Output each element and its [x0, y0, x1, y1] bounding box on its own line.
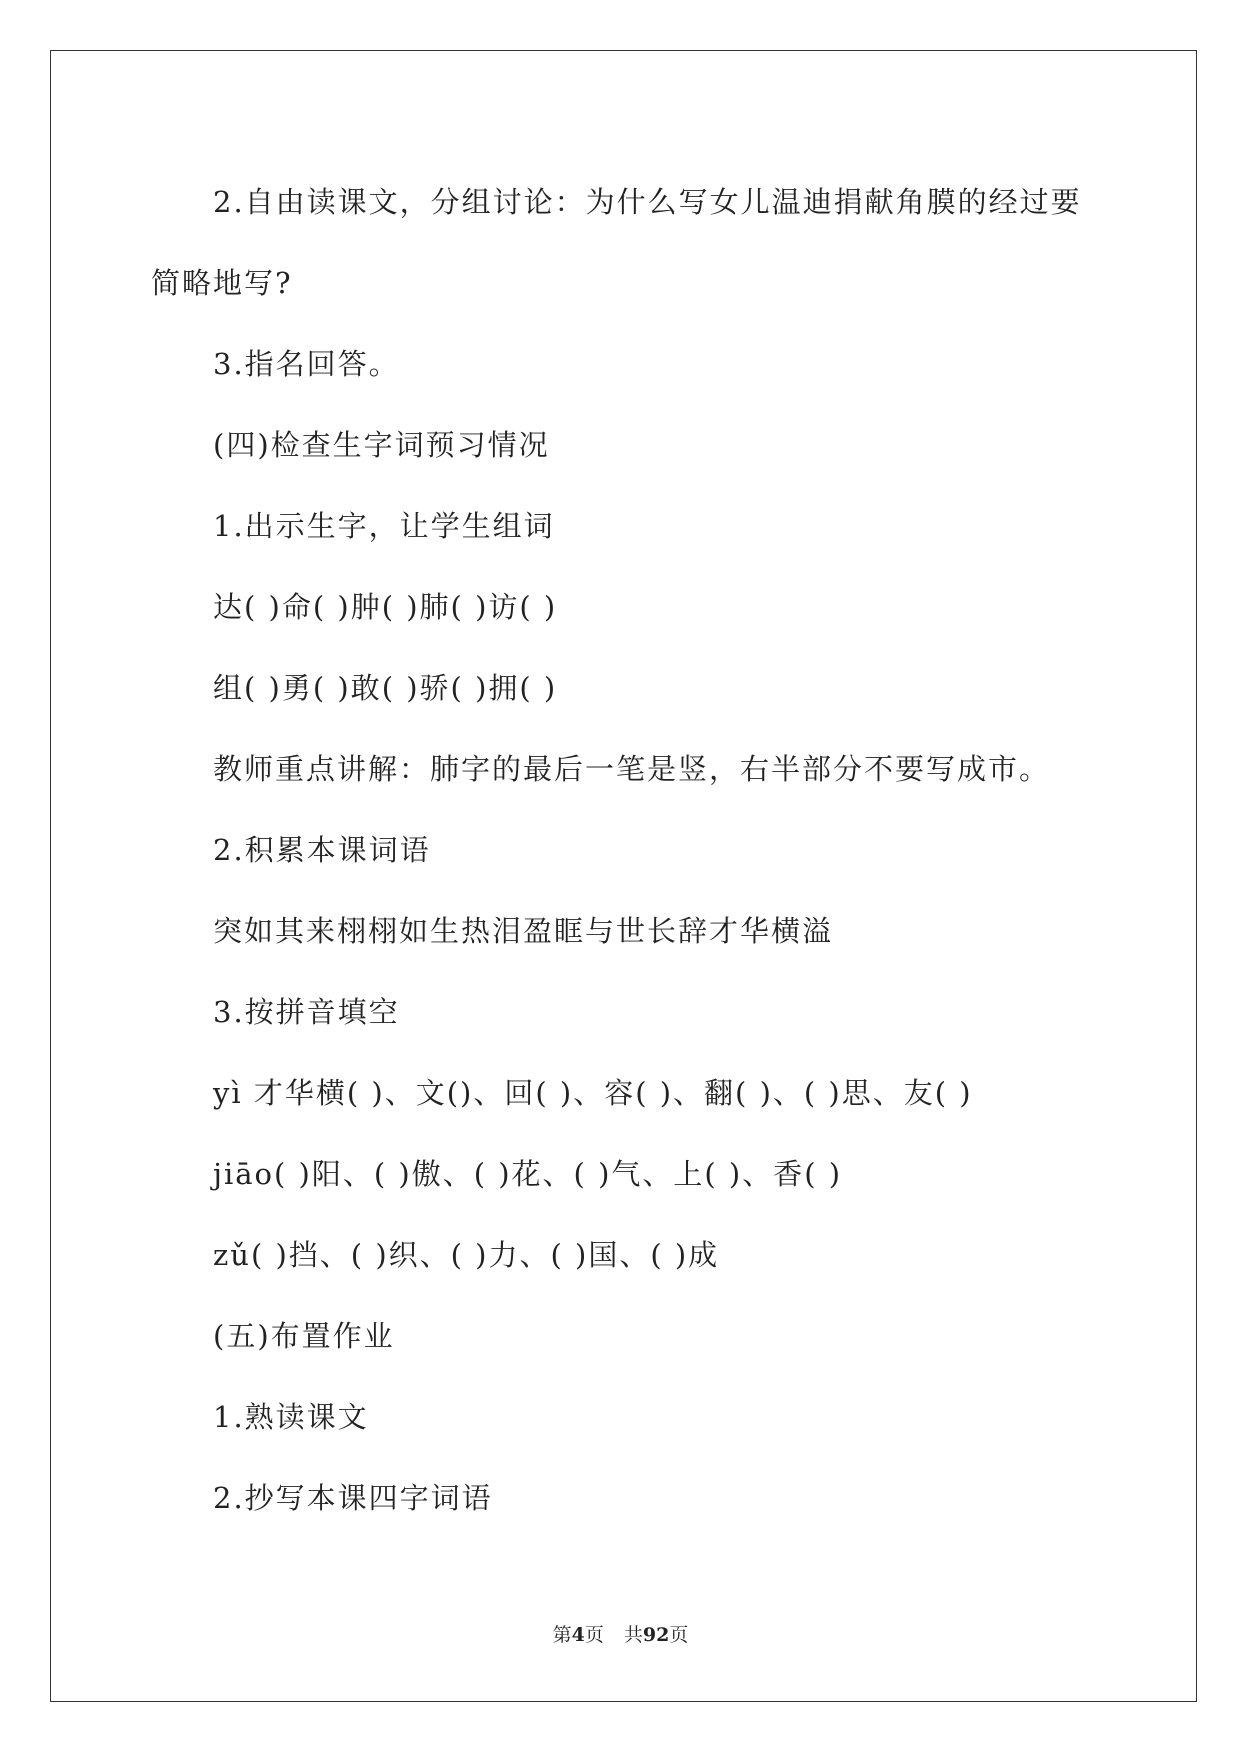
paragraph: 2.自由读课文，分组讨论：为什么写女儿温迪捐献角膜的经过要: [213, 185, 1082, 219]
exercise-line: 达( )命( )肿( )肺( )访( ): [213, 590, 558, 624]
exercise-line: jiāo( )阳、( )傲、( )花、( )气、上( )、香( ): [213, 1157, 843, 1191]
page-number: 4: [571, 1624, 585, 1646]
paragraph: 2.积累本课词语: [213, 833, 431, 867]
footer-prefix: 第: [552, 1624, 572, 1646]
footer-total-prefix: 共: [623, 1624, 643, 1646]
footer-page-suffix: 页: [584, 1624, 604, 1646]
vocabulary-line: 突如其来栩栩如生热泪盈眶与世长辞才华横溢: [213, 914, 834, 948]
exercise-line: 组( )勇( )敢( )骄( )拥( ): [213, 671, 558, 705]
paragraph: 3.指名回答。: [213, 347, 400, 381]
paragraph: 简略地写?: [151, 266, 293, 300]
section-heading: (四)检查生字词预习情况: [213, 428, 550, 462]
paragraph: 1.出示生字，让学生组词: [213, 509, 555, 543]
total-pages: 92: [642, 1624, 670, 1646]
exercise-line: zǔ( )挡、( )织、( )力、( )国、( )成: [213, 1238, 720, 1272]
paragraph: 2.抄写本课四字词语: [213, 1481, 493, 1515]
paragraph: 1.熟读课文: [213, 1400, 369, 1434]
paragraph: 教师重点讲解：肺字的最后一笔是竖，右半部分不要写成市。: [213, 752, 1051, 786]
section-heading: (五)布置作业: [213, 1319, 395, 1353]
page-footer: [0, 1620, 1241, 1647]
footer-total-suffix: 页: [669, 1624, 689, 1646]
document-body: [151, 162, 1101, 1539]
exercise-line: yì 才华横( )、文()、回( )、容( )、翻( )、( )思、友( ): [213, 1076, 973, 1110]
paragraph: 3.按拼音填空: [213, 995, 400, 1029]
